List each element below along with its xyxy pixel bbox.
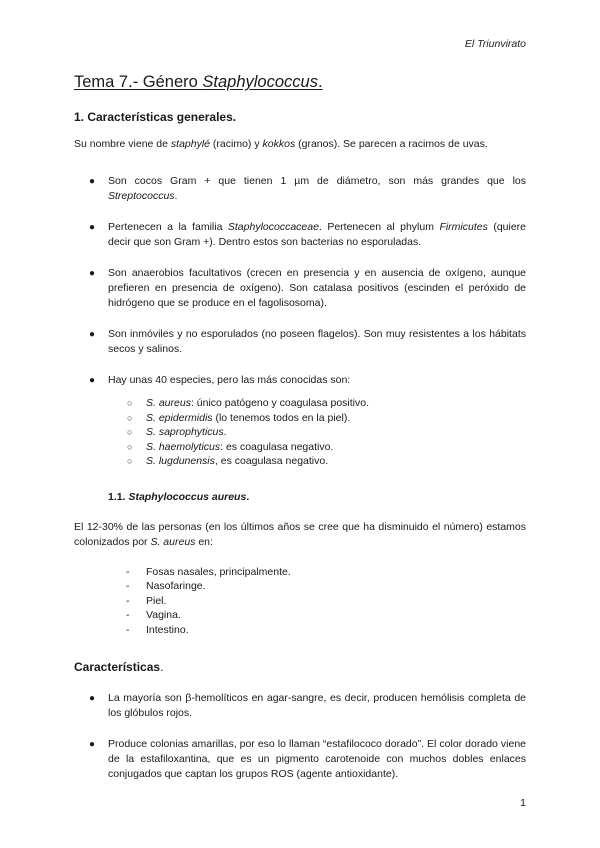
- characteristics-heading: [74, 659, 526, 675]
- bullet-dot-icon: ●: [89, 693, 96, 704]
- bullet-circle-icon: ○: [127, 427, 133, 437]
- list-item: [74, 608, 526, 623]
- subsection-dot: .: [246, 490, 250, 503]
- bullet-text: Pertenecen a la familia: [108, 221, 228, 233]
- bullet-text: Son cocos Gram + que tienen 1 µm de diámetro, son más grandes que los: [108, 175, 526, 187]
- characteristics-bullet-list: [74, 691, 526, 782]
- list-item: [74, 425, 526, 440]
- list-item: [74, 266, 526, 311]
- list-item: [74, 174, 526, 204]
- bullet-dot-icon: ●: [89, 375, 96, 386]
- intro-word-kokkos: kokkos: [262, 138, 296, 150]
- intro-text-1: Su nombre viene de: [74, 138, 171, 150]
- bullet-circle-icon: ○: [127, 398, 133, 408]
- species-name: S. lugdunensis: [146, 455, 215, 467]
- colonization-sites-list: [74, 565, 526, 638]
- list-item: [74, 565, 526, 580]
- bullet-circle-icon: ○: [127, 441, 133, 452]
- species-note: , es coagulasa negativo.: [214, 455, 329, 467]
- species-note: (lo tenemos todos en la piel).: [212, 411, 351, 424]
- list-item: [74, 594, 526, 609]
- characteristics-heading-text: Características: [74, 660, 161, 674]
- bullet-dot-icon: ●: [89, 176, 96, 187]
- site-text: Nasofaringe.: [146, 580, 206, 592]
- bullet-dash-icon: -: [126, 565, 130, 578]
- general-bullet-list: [74, 174, 526, 388]
- species-list: [74, 396, 526, 469]
- site-text: Intestino.: [146, 623, 189, 636]
- bullet-dash-icon: -: [126, 580, 130, 592]
- bullet-text: Produce colonias amarillas, por eso lo llaman “estafilococo dorado”. El color dorado viene de la estafiloxantina, que es un pigmento carotenoide con muchos dobles enlaces conjugados que captan los grupos ROS (agente antioxidante).: [108, 738, 526, 780]
- bullet-circle-icon: ○: [127, 412, 133, 423]
- bullet-italic: Streptococcus: [108, 190, 175, 202]
- bullet-circle-icon: ○: [127, 456, 133, 466]
- running-header: El Triunvirato: [464, 38, 526, 50]
- list-item: [74, 579, 526, 594]
- species-note: : único patógeno y coagulasa positivo.: [190, 397, 369, 409]
- bullet-dot-icon: ●: [89, 268, 96, 279]
- paragraph-text: El 12-30% de las personas (en los últimos años se cree que ha disminuido el número) estamos colonizados por: [74, 520, 526, 548]
- bullet-text: La mayoría son β-hemolíticos en agar-sangre, es decir, producen hemólisis completa de los glóbulos rojos.: [108, 692, 526, 719]
- bullet-text: Son anaerobios facultativos (crecen en presencia y en ausencia de oxígeno, aunque prefieren en presencia de oxígeno). Son catalasa positivos (escinden el peróxido de hidrógeno que se produce en el fagolisosoma).: [108, 267, 526, 309]
- bullet-dash-icon: -: [126, 594, 130, 607]
- list-item: [74, 440, 526, 455]
- list-item: [74, 737, 526, 782]
- page-content: [74, 72, 526, 782]
- subsection-heading-aureus: [108, 490, 526, 505]
- colonization-paragraph: [74, 520, 526, 550]
- intro-text-2: (racimo) y: [210, 138, 263, 150]
- section-heading-general: 1. Características generales.: [74, 110, 237, 124]
- bullet-dot-icon: ●: [89, 739, 96, 750]
- bullet-dot-icon: ●: [89, 329, 96, 340]
- list-item: [74, 691, 526, 721]
- list-item: [74, 623, 526, 638]
- site-text: Piel.: [146, 594, 167, 607]
- species-note: .: [223, 426, 227, 438]
- intro-paragraph: [74, 137, 526, 152]
- bullet-dot-icon: ●: [89, 222, 96, 233]
- title-suffix: .: [317, 73, 323, 91]
- bullet-dash-icon: -: [126, 609, 130, 621]
- paragraph-italic: S. aureus: [150, 535, 196, 548]
- subsection-name: Staphylococcus aureus: [128, 490, 247, 503]
- list-item: [74, 373, 526, 388]
- title-genus: Staphylococcus: [202, 73, 318, 91]
- species-name: S. epidermidis: [146, 411, 213, 424]
- subsection-number: 1.1.: [108, 490, 129, 503]
- list-item: [74, 220, 526, 250]
- bullet-italic: Firmicutes: [439, 221, 488, 233]
- characteristics-heading-dot: .: [160, 660, 164, 674]
- bullet-text: (quiere decir que son Gram +). Dentro estos son bacterias no esporuladas.: [108, 221, 527, 248]
- intro-text-3: (granos). Se parecen a racimos de uvas.: [295, 138, 488, 150]
- intro-word-staphyle: staphylé: [170, 138, 211, 150]
- list-item: [74, 454, 526, 469]
- site-text: Fosas nasales, principalmente.: [146, 565, 291, 578]
- species-name: S. saprophyticus: [146, 426, 224, 438]
- list-item: [74, 411, 526, 426]
- paragraph-text: en:: [195, 535, 213, 548]
- title-prefix: Tema 7.- Género: [74, 73, 203, 91]
- species-name: S. haemolyticus: [146, 440, 221, 453]
- site-text: Vagina.: [146, 609, 181, 621]
- bullet-text: Son inmóviles y no esporulados (no poseen flagelos). Son muy resistentes a los hábitats secos y salinos.: [108, 328, 526, 355]
- bullet-dash-icon: -: [126, 623, 130, 636]
- bullet-text: .: [174, 190, 178, 202]
- species-note: : es coagulasa negativo.: [220, 440, 334, 453]
- bullet-text: . Pertenecen al phylum: [318, 221, 440, 233]
- page-title: [74, 72, 526, 92]
- page-number: 1: [520, 797, 526, 809]
- list-item: [74, 396, 526, 411]
- species-name: S. aureus: [146, 397, 191, 409]
- bullet-italic: Staphylococcaceae: [227, 221, 319, 233]
- bullet-text: Hay unas 40 especies, pero las más conocidas son:: [108, 374, 351, 386]
- list-item: [74, 327, 526, 357]
